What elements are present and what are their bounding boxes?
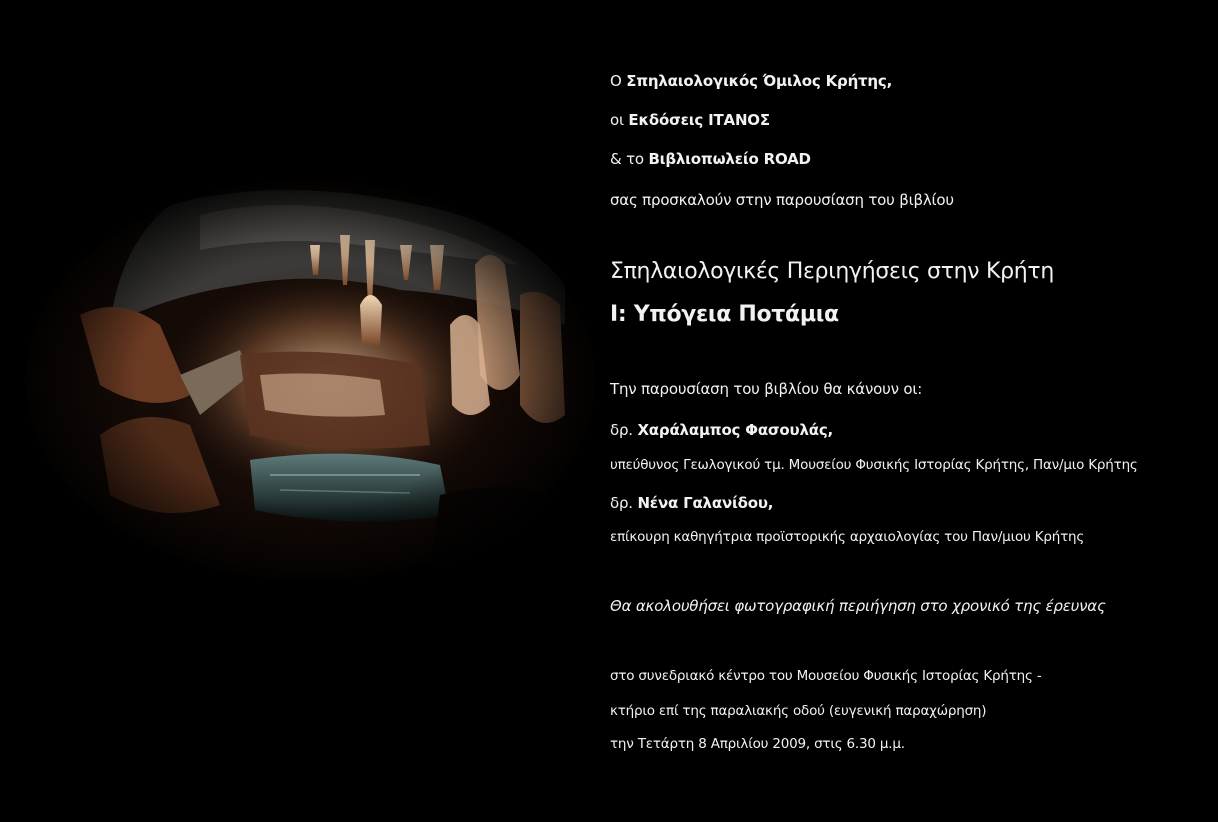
speakers-intro: Την παρουσίαση του βιβλίου θα κάνουν οι: <box>610 380 923 398</box>
book-title: Σπηλαιολογικές Περιηγήσεις στην Κρήτη <box>610 259 1054 284</box>
host-prefix: Ο <box>610 72 627 90</box>
host-line-1 <box>610 72 892 90</box>
venue-date: την Τετάρτη 8 Απριλίου 2009, στις 6.30 μ.μ. <box>610 736 905 752</box>
cave-photo <box>20 175 600 585</box>
photo-tour-note: Θα ακολουθήσει φωτογραφική περιήγηση στο χρονικό της έρευνας <box>610 597 1106 615</box>
speaker-role: επίκουρη καθηγήτρια προϊστορικής αρχαιολογίας του Παν/μιου Κρήτης <box>610 529 1085 545</box>
speaker-title: δρ. <box>610 421 638 439</box>
host-prefix: οι <box>610 111 629 129</box>
speaker-name: Νένα Γαλανίδου, <box>637 494 774 512</box>
host-publisher: Εκδόσεις ΙΤΑΝΟΣ <box>628 111 770 129</box>
book-subtitle-text: Ι: Υπόγεια Ποτάμια <box>610 302 839 327</box>
speaker-role: υπεύθυνος Γεωλογικού τμ. Μουσείου Φυσικής Ιστορίας Κρήτης, Παν/μιο Κρήτης <box>610 457 1138 473</box>
host-caving-club: Σπηλαιολογικός Όμιλος Κρήτης, <box>626 72 893 90</box>
speaker-name: Χαράλαμπος Φασουλάς, <box>637 421 834 439</box>
speaker-1 <box>610 421 833 439</box>
host-line-2 <box>610 111 770 129</box>
book-subtitle <box>610 302 839 327</box>
invite-line: σας προσκαλούν στην παρουσίαση του βιβλίου <box>610 191 954 209</box>
host-prefix: & το <box>610 150 649 168</box>
host-line-3 <box>610 150 811 168</box>
venue-line-2: κτήριο επί της παραλιακής οδού (ευγενική παραχώρηση) <box>610 703 987 719</box>
speaker-title: δρ. <box>610 494 638 512</box>
venue-line-1: στο συνεδριακό κέντρο του Μουσείου Φυσικής Ιστορίας Κρήτης - <box>610 668 1042 684</box>
host-bookshop: Βιβλιοπωλείο ROAD <box>648 150 811 168</box>
speaker-2 <box>610 494 773 512</box>
